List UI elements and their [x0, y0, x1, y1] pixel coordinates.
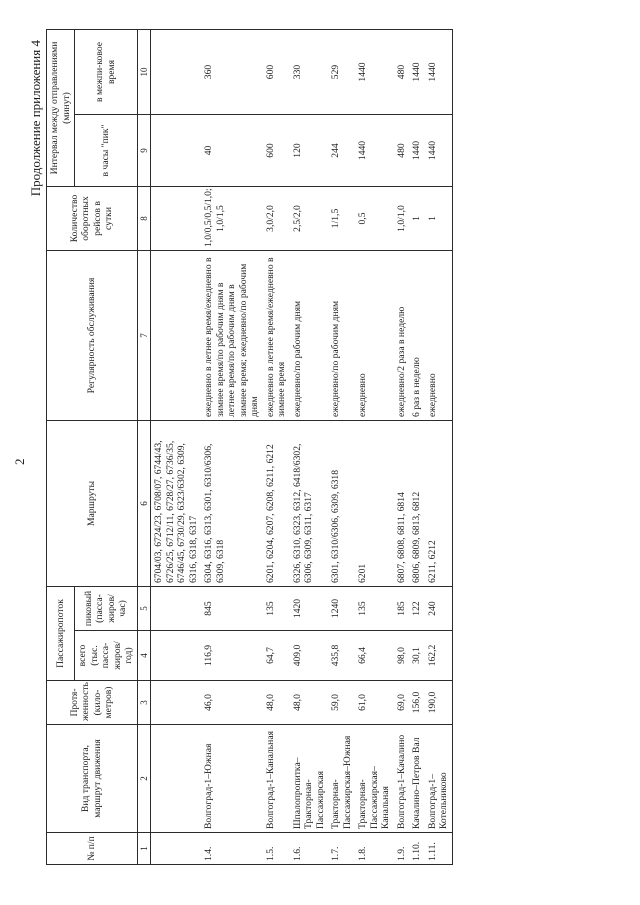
passengers-peak: 240 — [425, 586, 453, 630]
header-num: № п/п — [47, 833, 138, 865]
route-list: 6201 — [355, 420, 394, 586]
service-regularity: ежедневно/2 раза в неделю — [394, 250, 410, 420]
offpeak-interval: 360 — [201, 29, 263, 114]
service-regularity: ежедневно — [425, 250, 453, 420]
passengers-peak: 122 — [409, 586, 425, 630]
appendix-continuation-label: Продолжение приложения 4 — [28, 40, 43, 197]
table-row — [355, 29, 394, 864]
daily-trips: 1 — [409, 186, 425, 250]
passengers-total: 116,9 — [201, 631, 263, 681]
service-regularity: ежедневно/по рабочим дням — [290, 250, 329, 420]
row-number: 1.7. — [328, 833, 355, 865]
column-number: 7 — [137, 250, 151, 420]
route-list: 6211, 6212 — [425, 420, 453, 586]
route-name: Волгоград-1–Южная — [201, 725, 263, 833]
header-route: Вид транспорта, маршрут движения — [47, 725, 138, 833]
column-number-row — [137, 29, 151, 864]
route-name: Качалино–Петров Вал — [409, 725, 425, 833]
route-name: Шпалопропитка–Тракторная-Пассажирская — [290, 725, 329, 833]
daily-trips: 0,5 — [355, 186, 394, 250]
daily-trips: 2,5/2,0 — [290, 186, 329, 250]
route-length: 61,0 — [355, 681, 394, 725]
route-name: Тракторная-Пассажирская–Канальная — [355, 725, 394, 833]
table-body — [151, 29, 202, 864]
passengers-peak: 845 — [201, 586, 263, 630]
daily-trips: 1,0/1,0 — [394, 186, 410, 250]
peak-interval: 480 — [394, 114, 410, 186]
route-name: Волгоград-1–Канальная — [263, 725, 290, 833]
row-number: 1.8. — [355, 833, 394, 865]
passengers-peak: 1240 — [328, 586, 355, 630]
column-number: 9 — [137, 114, 151, 186]
carryover-row — [151, 29, 202, 864]
table-row — [328, 29, 355, 864]
service-regularity: ежедневно/по рабочим дням — [328, 250, 355, 420]
header-passenger-flow: Пассажиропоток — [47, 586, 75, 680]
column-number: 6 — [137, 420, 151, 586]
route-list: 6201, 6204, 6207, 6208, 6211, 6212 — [263, 420, 290, 586]
route-name: Волгоград-1–Качалино — [394, 725, 410, 833]
peak-interval: 600 — [263, 114, 290, 186]
route-name: Тракторная-Пассажирская–Южная — [328, 725, 355, 833]
table-rows — [201, 29, 452, 864]
offpeak-interval: 480 — [394, 29, 410, 114]
peak-interval: 1440 — [425, 114, 453, 186]
header-peak-interval: в часы "пик" — [75, 114, 138, 186]
offpeak-interval: 1440 — [425, 29, 453, 114]
row-number: 1.4. — [201, 833, 263, 865]
header-length: Протя-женность (кило-метров) — [47, 681, 138, 725]
table-row — [409, 29, 425, 864]
passengers-peak: 135 — [263, 586, 290, 630]
routes-table — [46, 29, 453, 865]
table-row — [290, 29, 329, 864]
row-number: 1.9. — [394, 833, 410, 865]
service-regularity: 6 раз в неделю — [409, 250, 425, 420]
passengers-total: 64,7 — [263, 631, 290, 681]
row-number: 1.10. — [409, 833, 425, 865]
offpeak-interval: 529 — [328, 29, 355, 114]
table-row — [394, 29, 410, 864]
table-row — [425, 29, 453, 864]
passengers-total: 162,2 — [425, 631, 453, 681]
route-list: 6326, 6310, 6323, 6312, 6418/6302, 6306, 6309, 6311, 6317 — [290, 420, 329, 586]
table-row — [201, 29, 263, 864]
column-number: 5 — [137, 586, 151, 630]
passengers-total: 435,8 — [328, 631, 355, 681]
row-number: 1.5. — [263, 833, 290, 865]
offpeak-interval: 1440 — [355, 29, 394, 114]
offpeak-interval: 600 — [263, 29, 290, 114]
passengers-peak: 185 — [394, 586, 410, 630]
daily-trips: 1,0/0,5/0,5/1,0; 1,0/1,5 — [201, 186, 263, 250]
peak-interval: 1440 — [409, 114, 425, 186]
header-peak: пиковый (пасса-жиров/час) — [75, 586, 138, 630]
route-length: 69,0 — [394, 681, 410, 725]
row-number: 1.6. — [290, 833, 329, 865]
peak-interval: 1440 — [355, 114, 394, 186]
service-regularity: ежедневно в летнее время/ежедневно в зимнее время/по рабочим дням в летнее время/по рабочим дням в зимнее время; ежедневно/по рабочим дням — [201, 250, 263, 420]
service-regularity: ежедневно — [355, 250, 394, 420]
service-regularity: ежедневно в летнее время/ежедневно в зимнее время — [263, 250, 290, 420]
column-number: 4 — [137, 631, 151, 681]
route-length: 190,0 — [425, 681, 453, 725]
carryover-routes: 6704/03, 6724/23, 6708/07, 6744/43, 6726/25, 6712/11, 6728/27, 6736/35, 6746/45, 6730/29, 6323/6302, 6309, 6316, 6318, 6317 — [151, 420, 202, 586]
page-number: 2 — [12, 458, 27, 465]
route-list: 6807, 6808, 6811, 6814 — [394, 420, 410, 586]
daily-trips: 1 — [425, 186, 453, 250]
offpeak-interval: 330 — [290, 29, 329, 114]
route-list: 6304, 6316, 6313, 6301, 6310/6306, 6309, 6318 — [201, 420, 263, 586]
header-regularity: Регулярность обслуживания — [47, 250, 138, 420]
passengers-peak: 1420 — [290, 586, 329, 630]
header-total: всего (тыс. пасса-жиров/год) — [75, 631, 138, 681]
route-length: 48,0 — [290, 681, 329, 725]
column-number: 3 — [137, 681, 151, 725]
header-interval: Интервал между отправлениями (минут) — [47, 29, 75, 186]
header-trips: Количество оборотных рейсов в сутки — [47, 186, 138, 250]
column-number: 2 — [137, 725, 151, 833]
table-row — [263, 29, 290, 864]
route-list: 6301, 6310/6306, 6309, 6318 — [328, 420, 355, 586]
route-length: 59,0 — [328, 681, 355, 725]
route-name: Волгоград-1–Котельниково — [425, 725, 453, 833]
route-length: 46,0 — [201, 681, 263, 725]
offpeak-interval: 1440 — [409, 29, 425, 114]
peak-interval: 244 — [328, 114, 355, 186]
column-number: 1 — [137, 833, 151, 865]
route-length: 48,0 — [263, 681, 290, 725]
header-offpeak-interval: в межпи-ковое время — [75, 29, 138, 114]
column-number: 8 — [137, 186, 151, 250]
header-routes: Маршруты — [47, 420, 138, 586]
route-length: 156,0 — [409, 681, 425, 725]
route-list: 6806, 6809, 6813, 6812 — [409, 420, 425, 586]
passengers-total: 409,0 — [290, 631, 329, 681]
passengers-total: 98,0 — [394, 631, 410, 681]
passengers-peak: 135 — [355, 586, 394, 630]
peak-interval: 40 — [201, 114, 263, 186]
row-number: 1.11. — [425, 833, 453, 865]
daily-trips: 1/1,5 — [328, 186, 355, 250]
passengers-total: 66,4 — [355, 631, 394, 681]
daily-trips: 3,0/2,0 — [263, 186, 290, 250]
passengers-total: 30,1 — [409, 631, 425, 681]
peak-interval: 120 — [290, 114, 329, 186]
column-number: 10 — [137, 29, 151, 114]
